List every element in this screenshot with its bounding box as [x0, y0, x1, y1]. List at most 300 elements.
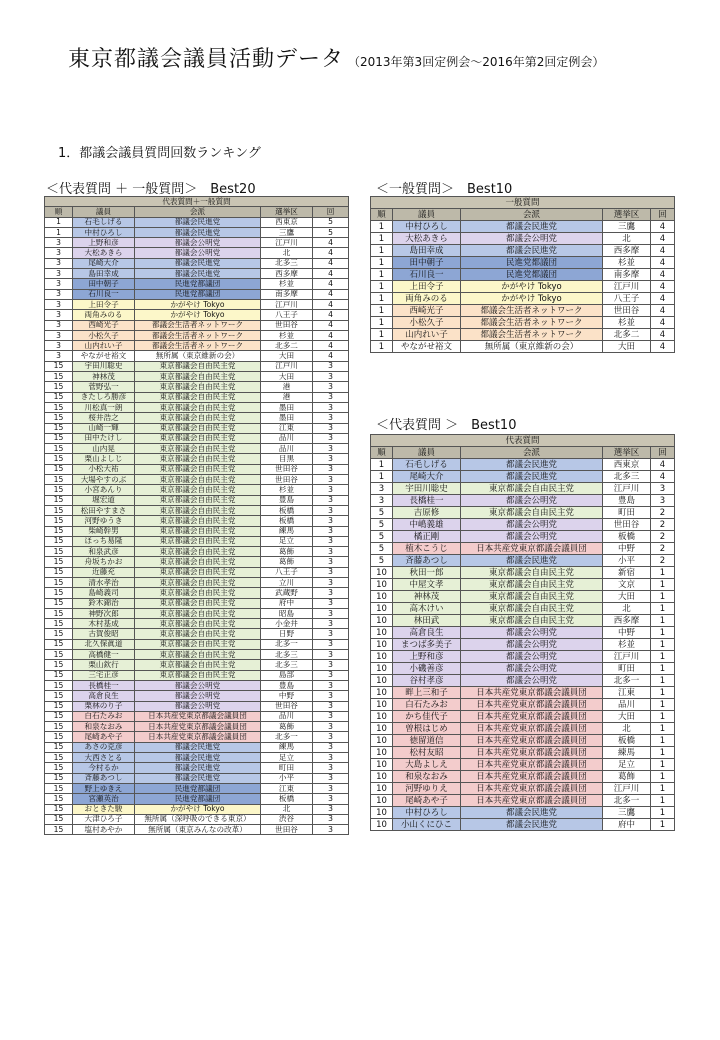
count-cell: 4 — [313, 258, 349, 268]
party-cell: 民進党都議団 — [135, 794, 261, 804]
name-cell: 上田令子 — [393, 281, 461, 293]
count-cell: 3 — [313, 413, 349, 423]
count-cell: 1 — [651, 591, 675, 603]
district-cell: 葛飾 — [261, 557, 313, 567]
count-cell: 1 — [651, 795, 675, 807]
table-row — [371, 519, 675, 531]
table-row — [371, 687, 675, 699]
count-cell: 4 — [651, 341, 675, 353]
caption-general: ＜一般質問＞ Best10 — [376, 182, 513, 197]
district-cell: 武蔵野 — [261, 588, 313, 598]
party-cell: 東京都議会自由民主党 — [135, 598, 261, 608]
district-cell: 北多三 — [603, 471, 651, 483]
district-cell: 西多摩 — [603, 245, 651, 257]
table-row — [45, 248, 349, 258]
name-cell: おときた駿 — [73, 804, 135, 814]
count-cell: 4 — [651, 293, 675, 305]
rank-cell: 1 — [371, 341, 393, 353]
party-cell: 東京都議会自由民主党 — [135, 670, 261, 680]
table-row — [371, 603, 675, 615]
party-cell: 東京都議会自由民主党 — [135, 516, 261, 526]
rank-cell: 15 — [45, 536, 73, 546]
rank-cell: 10 — [371, 819, 393, 831]
count-cell: 1 — [651, 639, 675, 651]
name-cell: 小松大祐 — [73, 464, 135, 474]
ranking-table-all — [44, 196, 349, 835]
rank-cell: 10 — [371, 579, 393, 591]
party-cell: 日本共産党東京都議会議員団 — [461, 723, 603, 735]
table-row — [45, 536, 349, 546]
district-cell: 小平 — [261, 773, 313, 783]
count-cell: 4 — [651, 471, 675, 483]
name-cell: 上野和彦 — [73, 238, 135, 248]
count-cell: 1 — [651, 699, 675, 711]
count-cell: 3 — [313, 547, 349, 557]
count-cell: 1 — [651, 747, 675, 759]
count-cell: 3 — [313, 485, 349, 495]
count-cell: 1 — [651, 579, 675, 591]
rank-cell: 1 — [371, 317, 393, 329]
count-cell: 4 — [313, 248, 349, 258]
party-cell: 都議会公明党 — [135, 691, 261, 701]
name-cell: 山内れい子 — [393, 329, 461, 341]
district-cell: 豊島 — [261, 680, 313, 690]
count-cell: 1 — [651, 783, 675, 795]
count-cell: 3 — [313, 629, 349, 639]
rank-cell: 5 — [371, 531, 393, 543]
party-cell: 都議会民進党 — [135, 753, 261, 763]
count-cell: 3 — [313, 516, 349, 526]
rank-cell: 10 — [371, 603, 393, 615]
section-heading: 1．都議会議員質問回数ランキング — [58, 146, 261, 161]
table-row — [371, 579, 675, 591]
rank-cell: 3 — [371, 495, 393, 507]
name-cell: 石毛しげる — [73, 217, 135, 227]
table-row — [45, 269, 349, 279]
party-cell: かがやけ Tokyo — [461, 281, 603, 293]
district-cell: 目黒 — [261, 454, 313, 464]
party-cell: 日本共産党東京都議会議員団 — [461, 759, 603, 771]
rank-cell: 15 — [45, 763, 73, 773]
party-cell: 日本共産党東京都議会議員団 — [461, 783, 603, 795]
table-row — [45, 382, 349, 392]
count-cell: 3 — [313, 567, 349, 577]
count-cell: 3 — [313, 402, 349, 412]
rank-cell: 1 — [371, 293, 393, 305]
col-name: 議員 — [393, 209, 461, 221]
table-row — [45, 639, 349, 649]
count-cell: 4 — [651, 257, 675, 269]
name-cell: 谷村孝彦 — [393, 675, 461, 687]
count-cell: 4 — [651, 269, 675, 281]
party-cell: 都議会民進党 — [461, 555, 603, 567]
ranking-table-general — [370, 196, 675, 353]
name-cell: あさの克彦 — [73, 742, 135, 752]
name-cell: 松村友昭 — [393, 747, 461, 759]
col-rank: 順 — [45, 207, 73, 217]
count-cell: 3 — [313, 423, 349, 433]
table-row — [45, 495, 349, 505]
table-row — [45, 320, 349, 330]
rank-cell: 10 — [371, 783, 393, 795]
rank-cell: 5 — [371, 555, 393, 567]
count-cell: 3 — [313, 804, 349, 814]
table-row — [45, 279, 349, 289]
name-cell: 高倉良生 — [73, 691, 135, 701]
party-cell: 都議会公明党 — [461, 651, 603, 663]
name-cell: 中村ひろし — [73, 227, 135, 237]
table-row — [371, 627, 675, 639]
name-cell: 清水孝治 — [73, 577, 135, 587]
rank-cell: 15 — [45, 742, 73, 752]
name-cell: やながせ裕文 — [73, 351, 135, 361]
count-cell: 4 — [313, 320, 349, 330]
name-cell: 神野次郎 — [73, 608, 135, 618]
district-cell: 北多三 — [261, 650, 313, 660]
caption-representative: ＜代表質問 ＞ Best10 — [376, 418, 517, 433]
name-cell: 近藤充 — [73, 567, 135, 577]
count-cell: 1 — [651, 663, 675, 675]
table-row — [371, 615, 675, 627]
party-cell: 日本共産党東京都議会議員団 — [461, 543, 603, 555]
district-cell: 町田 — [603, 663, 651, 675]
party-cell: 民進党都議団 — [135, 279, 261, 289]
table-row — [45, 783, 349, 793]
rank-cell: 15 — [45, 783, 73, 793]
count-cell: 4 — [651, 317, 675, 329]
count-cell: 3 — [313, 495, 349, 505]
count-cell: 3 — [313, 536, 349, 546]
name-cell: 吉原修 — [393, 507, 461, 519]
party-cell: 都議会民進党 — [135, 217, 261, 227]
district-cell: 板橋 — [603, 531, 651, 543]
name-cell: かち佳代子 — [393, 711, 461, 723]
table-row — [45, 423, 349, 433]
count-cell: 3 — [313, 526, 349, 536]
party-cell: 東京都議会自由民主党 — [135, 567, 261, 577]
count-cell: 3 — [651, 483, 675, 495]
district-cell: 江東 — [261, 783, 313, 793]
rank-cell: 10 — [371, 759, 393, 771]
rank-cell: 3 — [45, 248, 73, 258]
district-cell: 世田谷 — [603, 305, 651, 317]
table-row — [45, 773, 349, 783]
count-cell: 3 — [313, 608, 349, 618]
party-cell: 東京都議会自由民主党 — [135, 392, 261, 402]
rank-cell: 10 — [371, 687, 393, 699]
party-cell: 東京都議会自由民主党 — [461, 615, 603, 627]
rank-cell: 10 — [371, 615, 393, 627]
party-cell: 東京都議会自由民主党 — [135, 495, 261, 505]
table-row — [371, 675, 675, 687]
district-cell: 足立 — [261, 753, 313, 763]
table-row — [45, 330, 349, 340]
table-row — [371, 735, 675, 747]
name-cell: 尾崎大介 — [393, 471, 461, 483]
table-row — [45, 238, 349, 248]
rank-cell: 15 — [45, 722, 73, 732]
party-cell: 都議会公明党 — [135, 248, 261, 258]
district-cell: 足立 — [603, 759, 651, 771]
party-cell: 東京都議会自由民主党 — [135, 547, 261, 557]
name-cell: 神林茂 — [393, 591, 461, 603]
count-cell: 3 — [313, 660, 349, 670]
district-cell: 世田谷 — [261, 464, 313, 474]
party-cell: 日本共産党東京都議会議員団 — [135, 732, 261, 742]
district-cell: 板橋 — [261, 516, 313, 526]
rank-cell: 15 — [45, 464, 73, 474]
table-row — [45, 794, 349, 804]
count-cell: 3 — [313, 372, 349, 382]
rank-cell: 15 — [45, 619, 73, 629]
table-row — [371, 233, 675, 245]
district-cell: 葛飾 — [261, 722, 313, 732]
name-cell: 畔上三和子 — [393, 687, 461, 699]
name-cell: 石毛しげる — [393, 459, 461, 471]
district-cell: 杉並 — [603, 317, 651, 329]
name-cell: 河野ゆうき — [73, 516, 135, 526]
party-cell: 東京都議会自由民主党 — [135, 402, 261, 412]
name-cell: 田中朝子 — [393, 257, 461, 269]
group-header: 一般質問 — [371, 197, 675, 209]
table-row — [45, 299, 349, 309]
name-cell: 舟坂ちかお — [73, 557, 135, 567]
name-cell: 田中朝子 — [73, 279, 135, 289]
count-cell: 1 — [651, 759, 675, 771]
table-row — [45, 341, 349, 351]
party-cell: 都議会民進党 — [461, 471, 603, 483]
district-cell: 島部 — [261, 670, 313, 680]
col-rank: 順 — [371, 209, 393, 221]
table-row — [371, 711, 675, 723]
party-cell: 東京都議会自由民主党 — [135, 413, 261, 423]
rank-cell: 15 — [45, 557, 73, 567]
name-cell: 田中たけし — [73, 433, 135, 443]
count-cell: 3 — [313, 444, 349, 454]
count-cell: 1 — [651, 807, 675, 819]
district-cell: 杉並 — [261, 485, 313, 495]
district-cell: 葛飾 — [261, 547, 313, 557]
district-cell: 南多摩 — [261, 289, 313, 299]
rank-cell: 3 — [45, 258, 73, 268]
name-cell: 小松久子 — [393, 317, 461, 329]
count-cell: 3 — [313, 814, 349, 824]
col-party: 会派 — [461, 447, 603, 459]
name-cell: 中屋文孝 — [393, 579, 461, 591]
district-cell: 北多一 — [603, 675, 651, 687]
col-name: 議員 — [393, 447, 461, 459]
name-cell: 栗山欽行 — [73, 660, 135, 670]
rank-cell: 10 — [371, 639, 393, 651]
count-cell: 3 — [313, 701, 349, 711]
rank-cell: 15 — [45, 505, 73, 515]
district-cell: 墨田 — [261, 402, 313, 412]
party-cell: 都議会民進党 — [135, 742, 261, 752]
rank-cell: 15 — [45, 526, 73, 536]
district-cell: 江戸川 — [261, 299, 313, 309]
rank-cell: 15 — [45, 361, 73, 371]
group-header: 代表質問＋一般質問 — [45, 197, 349, 207]
party-cell: 都議会公明党 — [461, 639, 603, 651]
district-cell: 杉並 — [261, 279, 313, 289]
rank-cell: 10 — [371, 771, 393, 783]
table-row — [371, 819, 675, 831]
name-cell: 島田幸成 — [73, 269, 135, 279]
table-row — [45, 608, 349, 618]
party-cell: 都議会民進党 — [135, 773, 261, 783]
rank-cell: 15 — [45, 598, 73, 608]
rank-cell: 15 — [45, 588, 73, 598]
count-cell: 1 — [651, 819, 675, 831]
district-cell: 日野 — [261, 629, 313, 639]
name-cell: 河野ゆりえ — [393, 783, 461, 795]
col-count: 回 — [651, 209, 675, 221]
district-cell: 北多一 — [261, 639, 313, 649]
rank-cell: 1 — [371, 305, 393, 317]
table-row — [45, 289, 349, 299]
count-cell: 3 — [313, 680, 349, 690]
count-cell: 1 — [651, 687, 675, 699]
name-cell: 島田幸成 — [393, 245, 461, 257]
party-cell: 都議会公明党 — [135, 238, 261, 248]
count-cell: 3 — [313, 783, 349, 793]
table-row — [45, 680, 349, 690]
count-cell: 3 — [313, 464, 349, 474]
count-cell: 4 — [651, 329, 675, 341]
rank-cell: 10 — [371, 651, 393, 663]
district-cell: 八王子 — [261, 567, 313, 577]
rank-cell: 10 — [371, 663, 393, 675]
count-cell: 3 — [313, 794, 349, 804]
district-cell: 北 — [261, 248, 313, 258]
party-cell: 東京都議会自由民主党 — [135, 475, 261, 485]
name-cell: 栗山よしじ — [73, 454, 135, 464]
name-cell: 長橋桂一 — [393, 495, 461, 507]
rank-cell: 15 — [45, 372, 73, 382]
rank-cell: 15 — [45, 701, 73, 711]
count-cell: 4 — [313, 289, 349, 299]
rank-cell: 3 — [45, 269, 73, 279]
rank-cell: 5 — [371, 543, 393, 555]
district-cell: 品川 — [261, 444, 313, 454]
district-cell: 豊島 — [603, 495, 651, 507]
rank-cell: 15 — [45, 475, 73, 485]
party-cell: 都議会民進党 — [461, 459, 603, 471]
table-row — [371, 591, 675, 603]
party-cell: 都議会民進党 — [135, 269, 261, 279]
count-cell: 4 — [651, 281, 675, 293]
table-row — [45, 402, 349, 412]
count-cell: 1 — [651, 711, 675, 723]
name-cell: 小宮あんり — [73, 485, 135, 495]
party-cell: 都議会民進党 — [135, 227, 261, 237]
district-cell: 八王子 — [603, 293, 651, 305]
district-cell: 江戸川 — [603, 281, 651, 293]
page-title — [68, 42, 604, 73]
district-cell: 北 — [603, 723, 651, 735]
name-cell: 両角みのる — [73, 310, 135, 320]
district-cell: 練馬 — [603, 747, 651, 759]
count-cell: 3 — [313, 392, 349, 402]
table-row — [371, 531, 675, 543]
ranking-table-representative — [370, 434, 675, 831]
rank-cell: 1 — [45, 217, 73, 227]
party-cell: 都議会生活者ネットワーク — [135, 341, 261, 351]
district-cell: 北 — [261, 804, 313, 814]
table-row — [371, 257, 675, 269]
rank-cell: 3 — [45, 238, 73, 248]
count-cell: 4 — [651, 305, 675, 317]
count-cell: 4 — [651, 245, 675, 257]
district-cell: 江戸川 — [603, 651, 651, 663]
party-cell: 東京都議会自由民主党 — [135, 454, 261, 464]
district-cell: 西東京 — [603, 459, 651, 471]
party-cell: 日本共産党東京都議会議員団 — [135, 711, 261, 721]
count-cell: 1 — [651, 771, 675, 783]
party-cell: かがやけ Tokyo — [135, 804, 261, 814]
district-cell: 板橋 — [261, 794, 313, 804]
table-row — [45, 413, 349, 423]
col-party: 会派 — [461, 209, 603, 221]
rank-cell: 15 — [45, 753, 73, 763]
district-cell: 練馬 — [261, 742, 313, 752]
district-cell: 世田谷 — [603, 519, 651, 531]
table-row — [371, 567, 675, 579]
col-count: 回 — [313, 207, 349, 217]
party-cell: 東京都議会自由民主党 — [135, 588, 261, 598]
count-cell: 3 — [313, 454, 349, 464]
table-row — [45, 660, 349, 670]
table-row — [45, 258, 349, 268]
name-cell: 石川良一 — [73, 289, 135, 299]
party-cell: かがやけ Tokyo — [135, 299, 261, 309]
table-row — [371, 471, 675, 483]
party-cell: 東京都議会自由民主党 — [461, 603, 603, 615]
party-cell: 東京都議会自由民主党 — [135, 629, 261, 639]
rank-cell: 10 — [371, 723, 393, 735]
district-cell: 立川 — [261, 577, 313, 587]
rank-cell: 15 — [45, 454, 73, 464]
name-cell: 山内れい子 — [73, 341, 135, 351]
rank-cell: 1 — [45, 227, 73, 237]
table-row — [45, 485, 349, 495]
district-cell: 西多摩 — [261, 269, 313, 279]
party-cell: 東京都議会自由民主党 — [461, 483, 603, 495]
district-cell: 北多三 — [261, 660, 313, 670]
name-cell: 上田令子 — [73, 299, 135, 309]
name-cell: 両角みのる — [393, 293, 461, 305]
party-cell: 東京都議会自由民主党 — [135, 608, 261, 618]
rank-cell: 10 — [371, 747, 393, 759]
name-cell: 斉藤あつし — [73, 773, 135, 783]
name-cell: 林田武 — [393, 615, 461, 627]
party-cell: 東京都議会自由民主党 — [135, 444, 261, 454]
name-cell: 曽根はじめ — [393, 723, 461, 735]
rank-cell: 3 — [45, 310, 73, 320]
party-cell: 都議会公明党 — [461, 531, 603, 543]
party-cell: 東京都議会自由民主党 — [135, 577, 261, 587]
district-cell: 江東 — [261, 423, 313, 433]
district-cell: 小平 — [603, 555, 651, 567]
party-cell: 都議会公明党 — [135, 701, 261, 711]
table-row — [371, 699, 675, 711]
rank-cell: 15 — [45, 433, 73, 443]
count-cell: 3 — [313, 753, 349, 763]
table-row — [45, 392, 349, 402]
district-cell: 北多二 — [261, 341, 313, 351]
district-cell: 江戸川 — [603, 783, 651, 795]
col-name: 議員 — [73, 207, 135, 217]
